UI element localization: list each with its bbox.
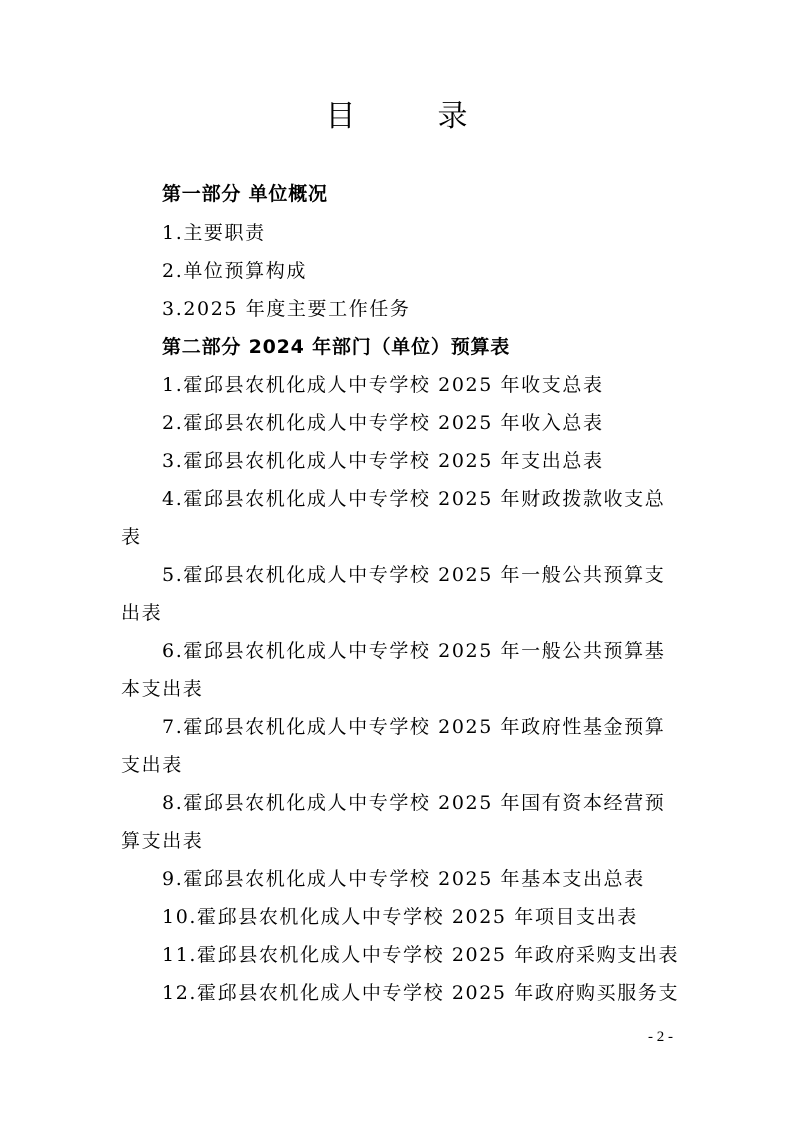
toc-item-continuation: 本支出表: [121, 678, 204, 700]
toc-item: 2.单位预算构成: [162, 260, 307, 282]
toc-item: 5.霍邱县农机化成人中专学校 2025 年一般公共预算支: [162, 564, 666, 586]
toc-item-continuation: 出表: [121, 602, 163, 624]
toc-part2-heading: 第二部分 2024 年部门（单位）预算表: [162, 336, 511, 358]
toc-item-continuation: 表: [121, 526, 142, 548]
toc-item: 1.霍邱县农机化成人中专学校 2025 年收支总表: [162, 374, 604, 396]
toc-item: 9.霍邱县农机化成人中专学校 2025 年基本支出总表: [162, 868, 645, 890]
toc-item: 4.霍邱县农机化成人中专学校 2025 年财政拨款收支总: [162, 488, 666, 510]
toc-item-continuation: 算支出表: [121, 830, 204, 852]
toc-item: 12.霍邱县农机化成人中专学校 2025 年政府购买服务支: [162, 982, 680, 1004]
toc-item: 7.霍邱县农机化成人中专学校 2025 年政府性基金预算: [162, 716, 666, 738]
toc-item: 3.霍邱县农机化成人中专学校 2025 年支出总表: [162, 450, 604, 472]
toc-item: 1.主要职责: [162, 222, 266, 244]
toc-item: 6.霍邱县农机化成人中专学校 2025 年一般公共预算基: [162, 640, 666, 662]
toc-item: 2.霍邱县农机化成人中专学校 2025 年收入总表: [162, 412, 604, 434]
toc-item: 11.霍邱县农机化成人中专学校 2025 年政府采购支出表: [162, 944, 680, 966]
toc-part1-heading: 第一部分 单位概况: [162, 183, 328, 205]
toc-item: 8.霍邱县农机化成人中专学校 2025 年国有资本经营预: [162, 792, 666, 814]
toc-item: 3.2025 年度主要工作任务: [162, 298, 411, 320]
toc-item-continuation: 支出表: [121, 754, 183, 776]
toc-item: 10.霍邱县农机化成人中专学校 2025 年项目支出表: [162, 906, 638, 928]
page-title: 目 录: [325, 99, 494, 134]
page-number: - 2 -: [648, 1029, 673, 1045]
